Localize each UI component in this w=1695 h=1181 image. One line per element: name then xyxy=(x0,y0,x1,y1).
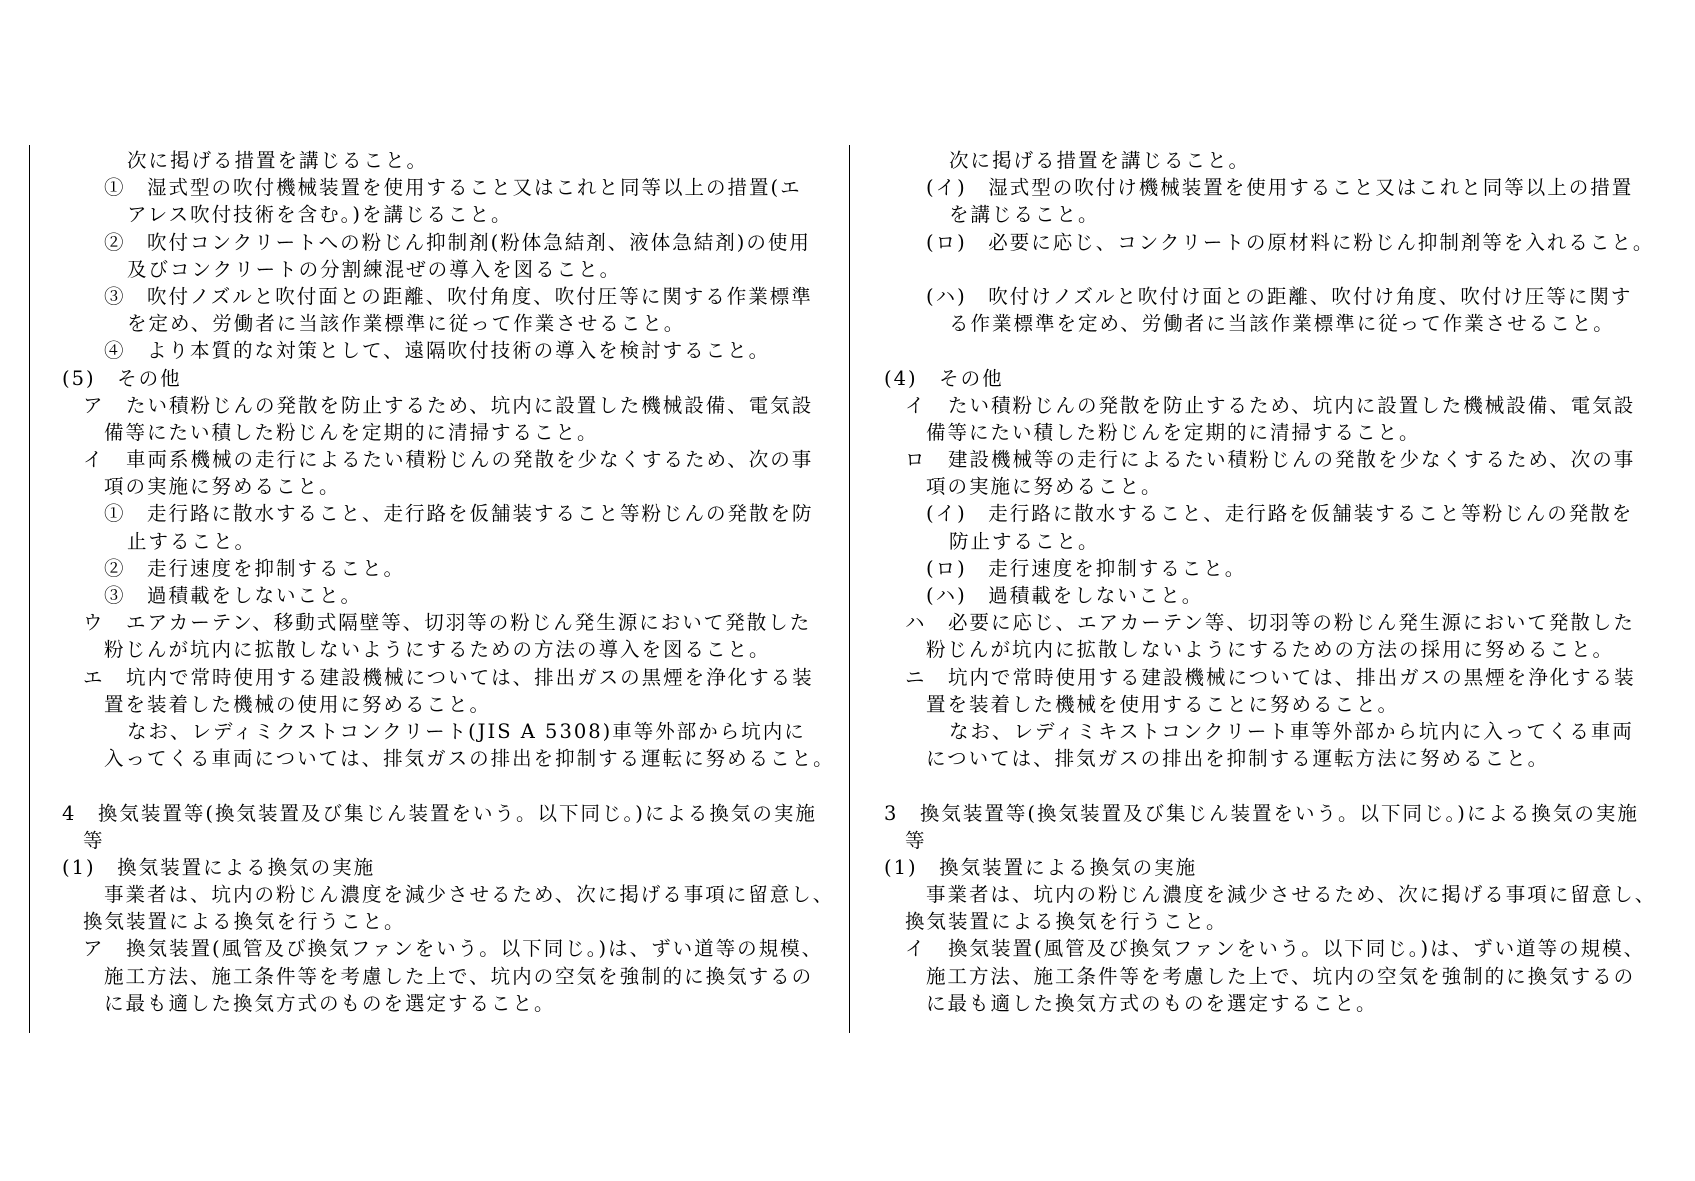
text-line: 4 換気装置等(換気装置及び集じん装置をいう。以下同じ。)による換気の実施 xyxy=(62,801,817,825)
text-line: ア たい積粉じんの発散を防止するため、坑内に設置した機械設備、電気設 xyxy=(83,393,814,417)
revised-text-column xyxy=(884,147,1684,1017)
text-line: なお、レディミキストコンクリート車等外部から坑内に入ってくる車両 xyxy=(949,719,1634,743)
text-line: ③ 過積載をしないこと。 xyxy=(104,584,363,607)
text-line: イ 車両系機械の走行によるたい積粉じんの発散を少なくするため、次の事 xyxy=(83,448,814,472)
text-line: 事業者は、坑内の粉じん濃度を減少させるため、次に掲げる事項に留意し、 xyxy=(926,883,1657,907)
text-line: 入ってくる車両については、排気ガスの排出を抑制する運転に努めること。 xyxy=(104,747,835,771)
text-line: ④ より本質的な対策として、遠隔吹付技術の導入を検討すること。 xyxy=(104,339,771,363)
text-line: なお、レディミクストコンクリート(JIS A 5308)車等外部から坑内に xyxy=(127,719,806,743)
text-line: ニ 坑内で常時使用する建設機械については、排出ガスの黒煙を浄化する装 xyxy=(905,665,1636,689)
text-line: ① 湿式型の吹付機械装置を使用すること又はこれと同等以上の措置(エ xyxy=(104,176,802,200)
text-line: イ たい積粉じんの発散を防止するため、坑内に設置した機械設備、電気設 xyxy=(905,393,1636,417)
text-line: 換気装置による換気を行うこと。 xyxy=(83,910,406,934)
text-line: 止すること。 xyxy=(127,529,257,553)
text-line: エ 坑内で常時使用する建設機械については、排出ガスの黒煙を浄化する装 xyxy=(83,665,814,689)
text-line: (ハ) 過積載をしないこと。 xyxy=(926,584,1204,607)
text-line: 施工方法、施工条件等を考慮した上で、坑内の空気を強制的に換気するの xyxy=(926,964,1636,988)
text-line: 施工方法、施工条件等を考慮した上で、坑内の空気を強制的に換気するの xyxy=(104,964,814,988)
text-line: 換気装置による換気を行うこと。 xyxy=(905,910,1228,934)
text-line: ハ 必要に応じ、エアカーテン等、切羽等の粉じん発生源において発散した xyxy=(905,611,1635,635)
text-line: については、排気ガスの排出を抑制する運転方法に努めること。 xyxy=(926,747,1550,771)
text-line: 防止すること。 xyxy=(949,529,1100,553)
text-line: (1) 換気装置による換気の実施 xyxy=(884,855,1198,879)
text-line: 次に掲げる措置を講じること。 xyxy=(127,149,429,172)
text-line: る作業標準を定め、労働者に当該作業標準に従って作業させること。 xyxy=(949,312,1615,336)
text-line: ア 換気装置(風管及び換気ファンをいう。以下同じ。)は、ずい道等の規模、 xyxy=(83,937,824,961)
text-line: を定め、労働者に当該作業標準に従って作業させること。 xyxy=(127,312,686,336)
text-line: 備等にたい積した粉じんを定期的に清掃すること。 xyxy=(926,420,1421,444)
text-line: 項の実施に努めること。 xyxy=(926,475,1163,499)
text-line: ② 吹付コンクリートへの粉じん抑制剤(粉体急結剤、液体急結剤)の使用 xyxy=(104,230,811,254)
text-line: ② 走行速度を抑制すること。 xyxy=(104,556,406,580)
left-margin-rule xyxy=(29,145,30,1033)
text-line: に最も適した換気方式のものを選定すること。 xyxy=(926,991,1378,1015)
text-line: 粉じんが坑内に拡散しないようにするための方法の採用に努めること。 xyxy=(926,638,1615,662)
text-line: 粉じんが坑内に拡散しないようにするための方法の導入を図ること。 xyxy=(104,638,771,662)
text-line: ロ 建設機械等の走行によるたい積粉じんの発散を少なくするため、次の事 xyxy=(905,448,1636,472)
text-line: 等 xyxy=(83,828,105,852)
text-line: 事業者は、坑内の粉じん濃度を減少させるため、次に掲げる事項に留意し、 xyxy=(104,883,835,907)
text-line: ウ エアカーテン、移動式隔壁等、切羽等の粉じん発生源において発散した xyxy=(83,611,812,635)
text-line: 及びコンクリートの分割練混ぜの導入を図ること。 xyxy=(127,257,622,281)
text-line: ③ 吹付ノズルと吹付面との距離、吹付角度、吹付圧等に関する作業標準 xyxy=(104,284,813,308)
text-line: (5) その他 xyxy=(62,366,182,390)
text-line: (イ) 湿式型の吹付け機械装置を使用すること又はこれと同等以上の措置 xyxy=(926,176,1634,200)
text-line: 次に掲げる措置を講じること。 xyxy=(949,149,1251,172)
blank-line xyxy=(884,337,1684,364)
text-line: イ 換気装置(風管及び換気ファンをいう。以下同じ。)は、ずい道等の規模、 xyxy=(905,937,1646,961)
text-line: に最も適した換気方式のものを選定すること。 xyxy=(104,991,556,1015)
text-line: 置を装着した機械の使用に努めること。 xyxy=(104,692,492,716)
text-line: (ハ) 吹付けノズルと吹付け面との距離、吹付け角度、吹付け圧等に関す xyxy=(926,284,1633,308)
text-line: アレス吹付技術を含む。)を講じること。 xyxy=(127,203,513,227)
blank-line xyxy=(62,772,862,799)
text-line: (イ) 走行路に散水すること、走行路を仮舗装すること等粉じんの発散を xyxy=(926,502,1634,526)
blank-line xyxy=(884,256,1684,283)
text-line: 備等にたい積した粉じんを定期的に清掃すること。 xyxy=(104,420,599,444)
current-text-column xyxy=(62,147,862,1017)
text-line: (4) その他 xyxy=(884,366,1004,390)
text-line: 項の実施に努めること。 xyxy=(104,475,341,499)
text-line: (1) 換気装置による換気の実施 xyxy=(62,855,376,879)
blank-line xyxy=(884,772,1684,799)
text-line: (ロ) 走行速度を抑制すること。 xyxy=(926,556,1247,580)
text-line: 3 換気装置等(換気装置及び集じん装置をいう。以下同じ。)による換気の実施 xyxy=(884,801,1639,825)
text-line: (ロ) 必要に応じ、コンクリートの原材料に粉じん抑制剤等を入れること。 xyxy=(926,230,1655,254)
text-line: 等 xyxy=(905,828,927,852)
text-line: 置を装着した機械を使用することに努めること。 xyxy=(926,692,1400,716)
text-line: ① 走行路に散水すること、走行路を仮舗装すること等粉じんの発散を防 xyxy=(104,502,814,526)
text-line: を講じること。 xyxy=(949,203,1100,227)
